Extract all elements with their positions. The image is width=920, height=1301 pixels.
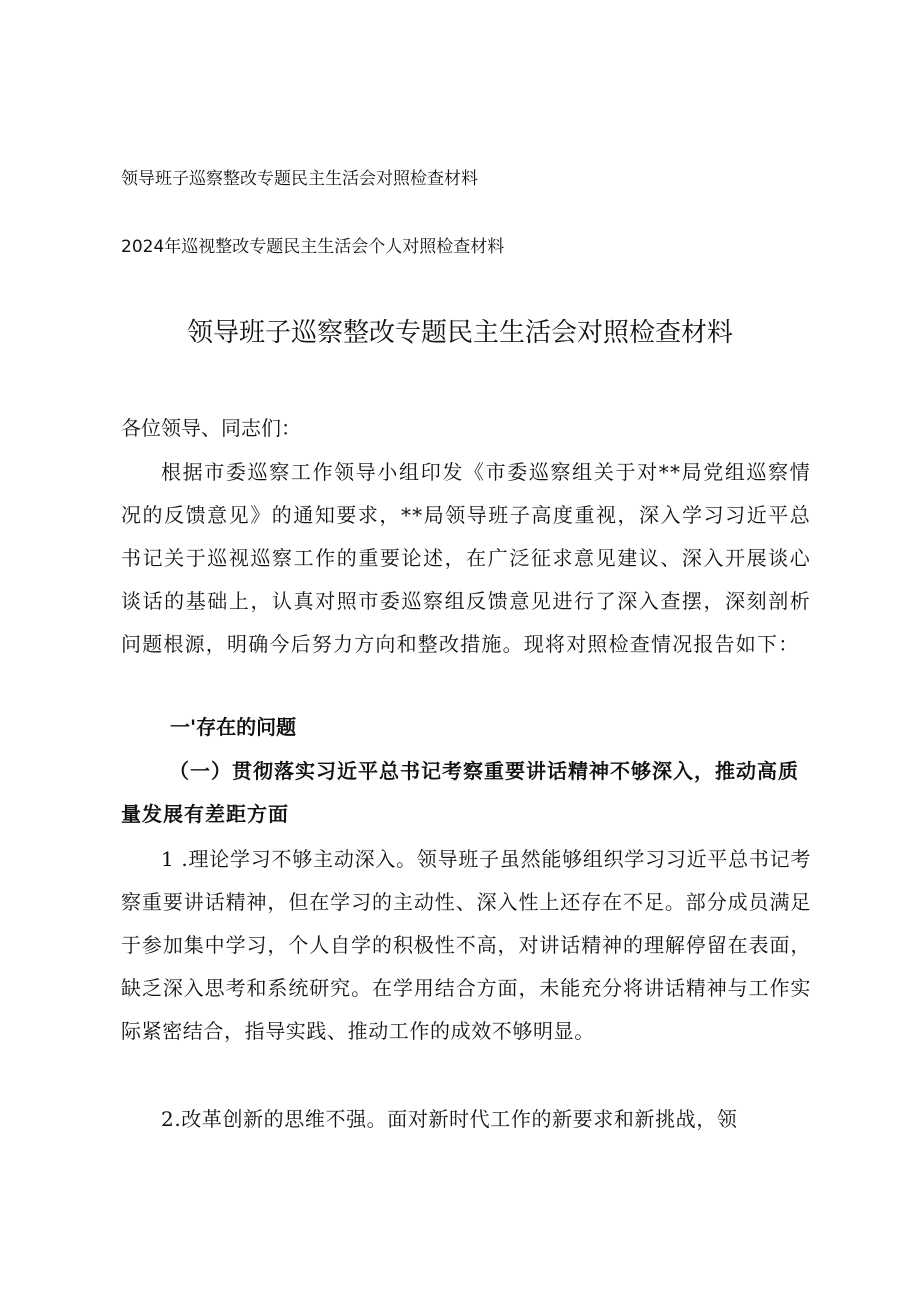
section-heading: 一'存在的问题 bbox=[170, 715, 297, 739]
toc-entry-2: 2024年巡视整改专题民主生活会个人对照检查材料 bbox=[121, 237, 505, 257]
toc-entry-1: 领导班子巡察整改专题民主生活会对照检查材料 bbox=[121, 169, 478, 189]
intro-paragraph: 根据市委巡察工作领导小组印发《市委巡察组关于对**局党组巡察情况的反馈意见》的通知要求，**局领导班子高度重视，深入学习习近平总书记关于巡视巡察工作的重要论述，在广泛征求意见建议、深入开展谈心谈话的基础上，认真对照市委巡察组反馈意见进行了深入查摆，深刻剖析问题根源，明确今后努力方向和整改措施。现将对照检查情况报告如下： bbox=[121, 460, 811, 656]
point-1-paragraph: 1 .理论学习不够主动深入。领导班子虽然能够组织学习习近平总书记考察重要讲话精神，但在学习的主动性、深入性上还存在不足。部分成员满足于参加集中学习，个人自学的积极性不高，对讲话精神的理解停留在表面，缺乏深入思考和系统研究。在学用结合方面，未能充分将讲话精神与工作实际紧密结合，指导实践、推动工作的成效不够明显。 bbox=[121, 847, 811, 1043]
point-2-paragraph: 2.改革创新的思维不强。面对新时代工作的新要求和新挑战，领 bbox=[161, 1107, 738, 1131]
greeting: 各位领导、同志们： bbox=[121, 416, 301, 440]
subsection-heading: （一）贯彻落实习近平总书记考察重要讲话精神不够深入，推动高质量发展有差距方面 bbox=[121, 759, 799, 826]
document-title: 领导班子巡察整改专题民主生活会对照检查材料 bbox=[186, 318, 733, 348]
